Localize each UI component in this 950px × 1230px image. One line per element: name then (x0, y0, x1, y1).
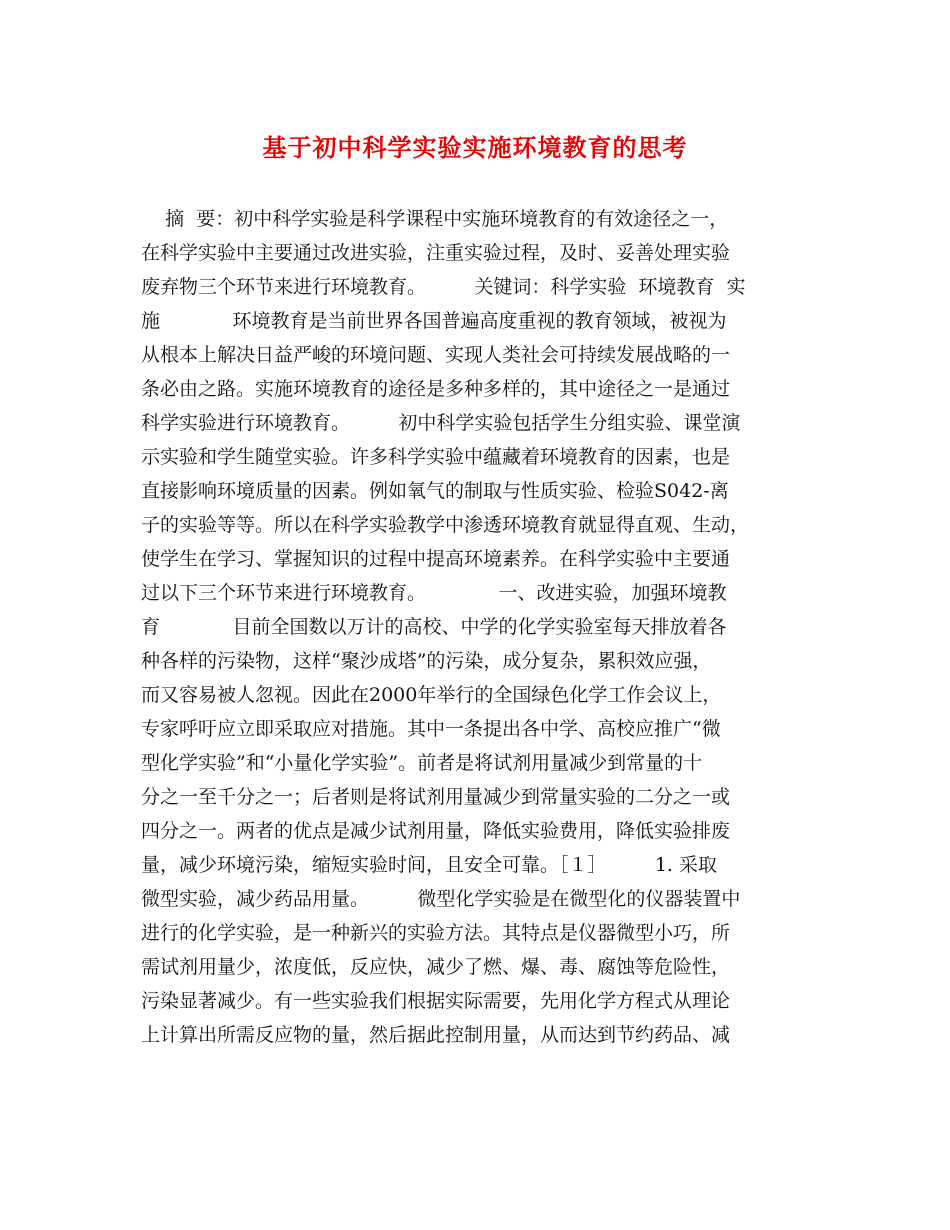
body-line: 条必由之路。实施环境教育的途径是多种多样的，其中途径之一是通过 (141, 378, 731, 400)
body-line: 子的实验等等。所以在科学实验教学中渗透环境教育就显得直观、生动， (141, 514, 750, 536)
body-line: 种各样的污染物，这样“聚沙成塔”的污染，成分复杂，累积效应强， (141, 650, 712, 672)
body-line: 四分之一。两者的优点是减少试剂用量，降低实验费用，降低实验排废 (141, 820, 731, 842)
body-line: 需试剂用量少，浓度低，反应快，减少了燃、爆、毒、腐蚀等危险性， (141, 956, 731, 978)
body-line: 型化学实验”和“小量化学实验”。前者是将试剂用量减少到常量的十 (141, 752, 703, 774)
body-line: 示实验和学生随堂实验。许多科学实验中蕴藏着环境教育的因素，也是 (141, 446, 731, 468)
document-body (141, 202, 821, 1052)
body-line: 微型实验，减少药品用量。 微型化学实验是在微型化的仪器装置中 (141, 888, 741, 910)
body-line: 污染显著减少。有一些实验我们根据实际需要，先用化学方程式从理论 (141, 990, 731, 1012)
document-title: 基于初中科学实验实施环境教育的思考 (262, 133, 688, 162)
body-line: 使学生在学习、掌握知识的过程中提高环境素养。在科学实验中主要通 (141, 548, 731, 570)
body-line: 专家呼吁应立即采取应对措施。其中一条提出各中学、高校应推广“微 (141, 718, 721, 740)
body-line: 而又容易被人忽视。因此在2000年举行的全国绿色化学工作会议上， (141, 684, 722, 706)
body-line: 从根本上解决日益严峻的环境问题、实现人类社会可持续发展战略的一 (141, 344, 731, 366)
body-line: 育 目前全国数以万计的高校、中学的化学实验室每天排放着各 (141, 616, 727, 638)
body-line: 过以下三个环节来进行环境教育。 一、改进实验，加强环境教 (141, 582, 727, 604)
body-line: 在科学实验中主要通过改进实验，注重实验过程，及时、妥善处理实验 (141, 242, 731, 264)
body-line: 科学实验进行环境教育。 初中科学实验包括学生分组实验、课堂演 (141, 412, 741, 434)
body-line: 废弃物三个环节来进行环境教育。 关键词：科学实验 环境教育 实 (141, 276, 746, 298)
body-line: 摘 要：初中科学实验是科学课程中实施环境教育的有效途径之一， (141, 208, 729, 230)
body-line: 量，减少环境污染，缩短实验时间，且安全可靠。［１］ 1. 采取 (141, 854, 717, 876)
body-line: 施 环境教育是当前世界各国普遍高度重视的教育领域，被视为 (141, 310, 727, 332)
body-line: 直接影响环境质量的因素。例如氧气的制取与性质实验、检验S042-离 (141, 480, 729, 502)
body-line: 进行的化学实验，是一种新兴的实验方法。其特点是仪器微型小巧，所 (141, 922, 731, 944)
body-line: 上计算出所需反应物的量，然后据此控制用量，从而达到节约药品、减 (141, 1024, 731, 1046)
body-line: 分之一至千分之一；后者则是将试剂用量减少到常量实验的二分之一或 (141, 786, 731, 808)
